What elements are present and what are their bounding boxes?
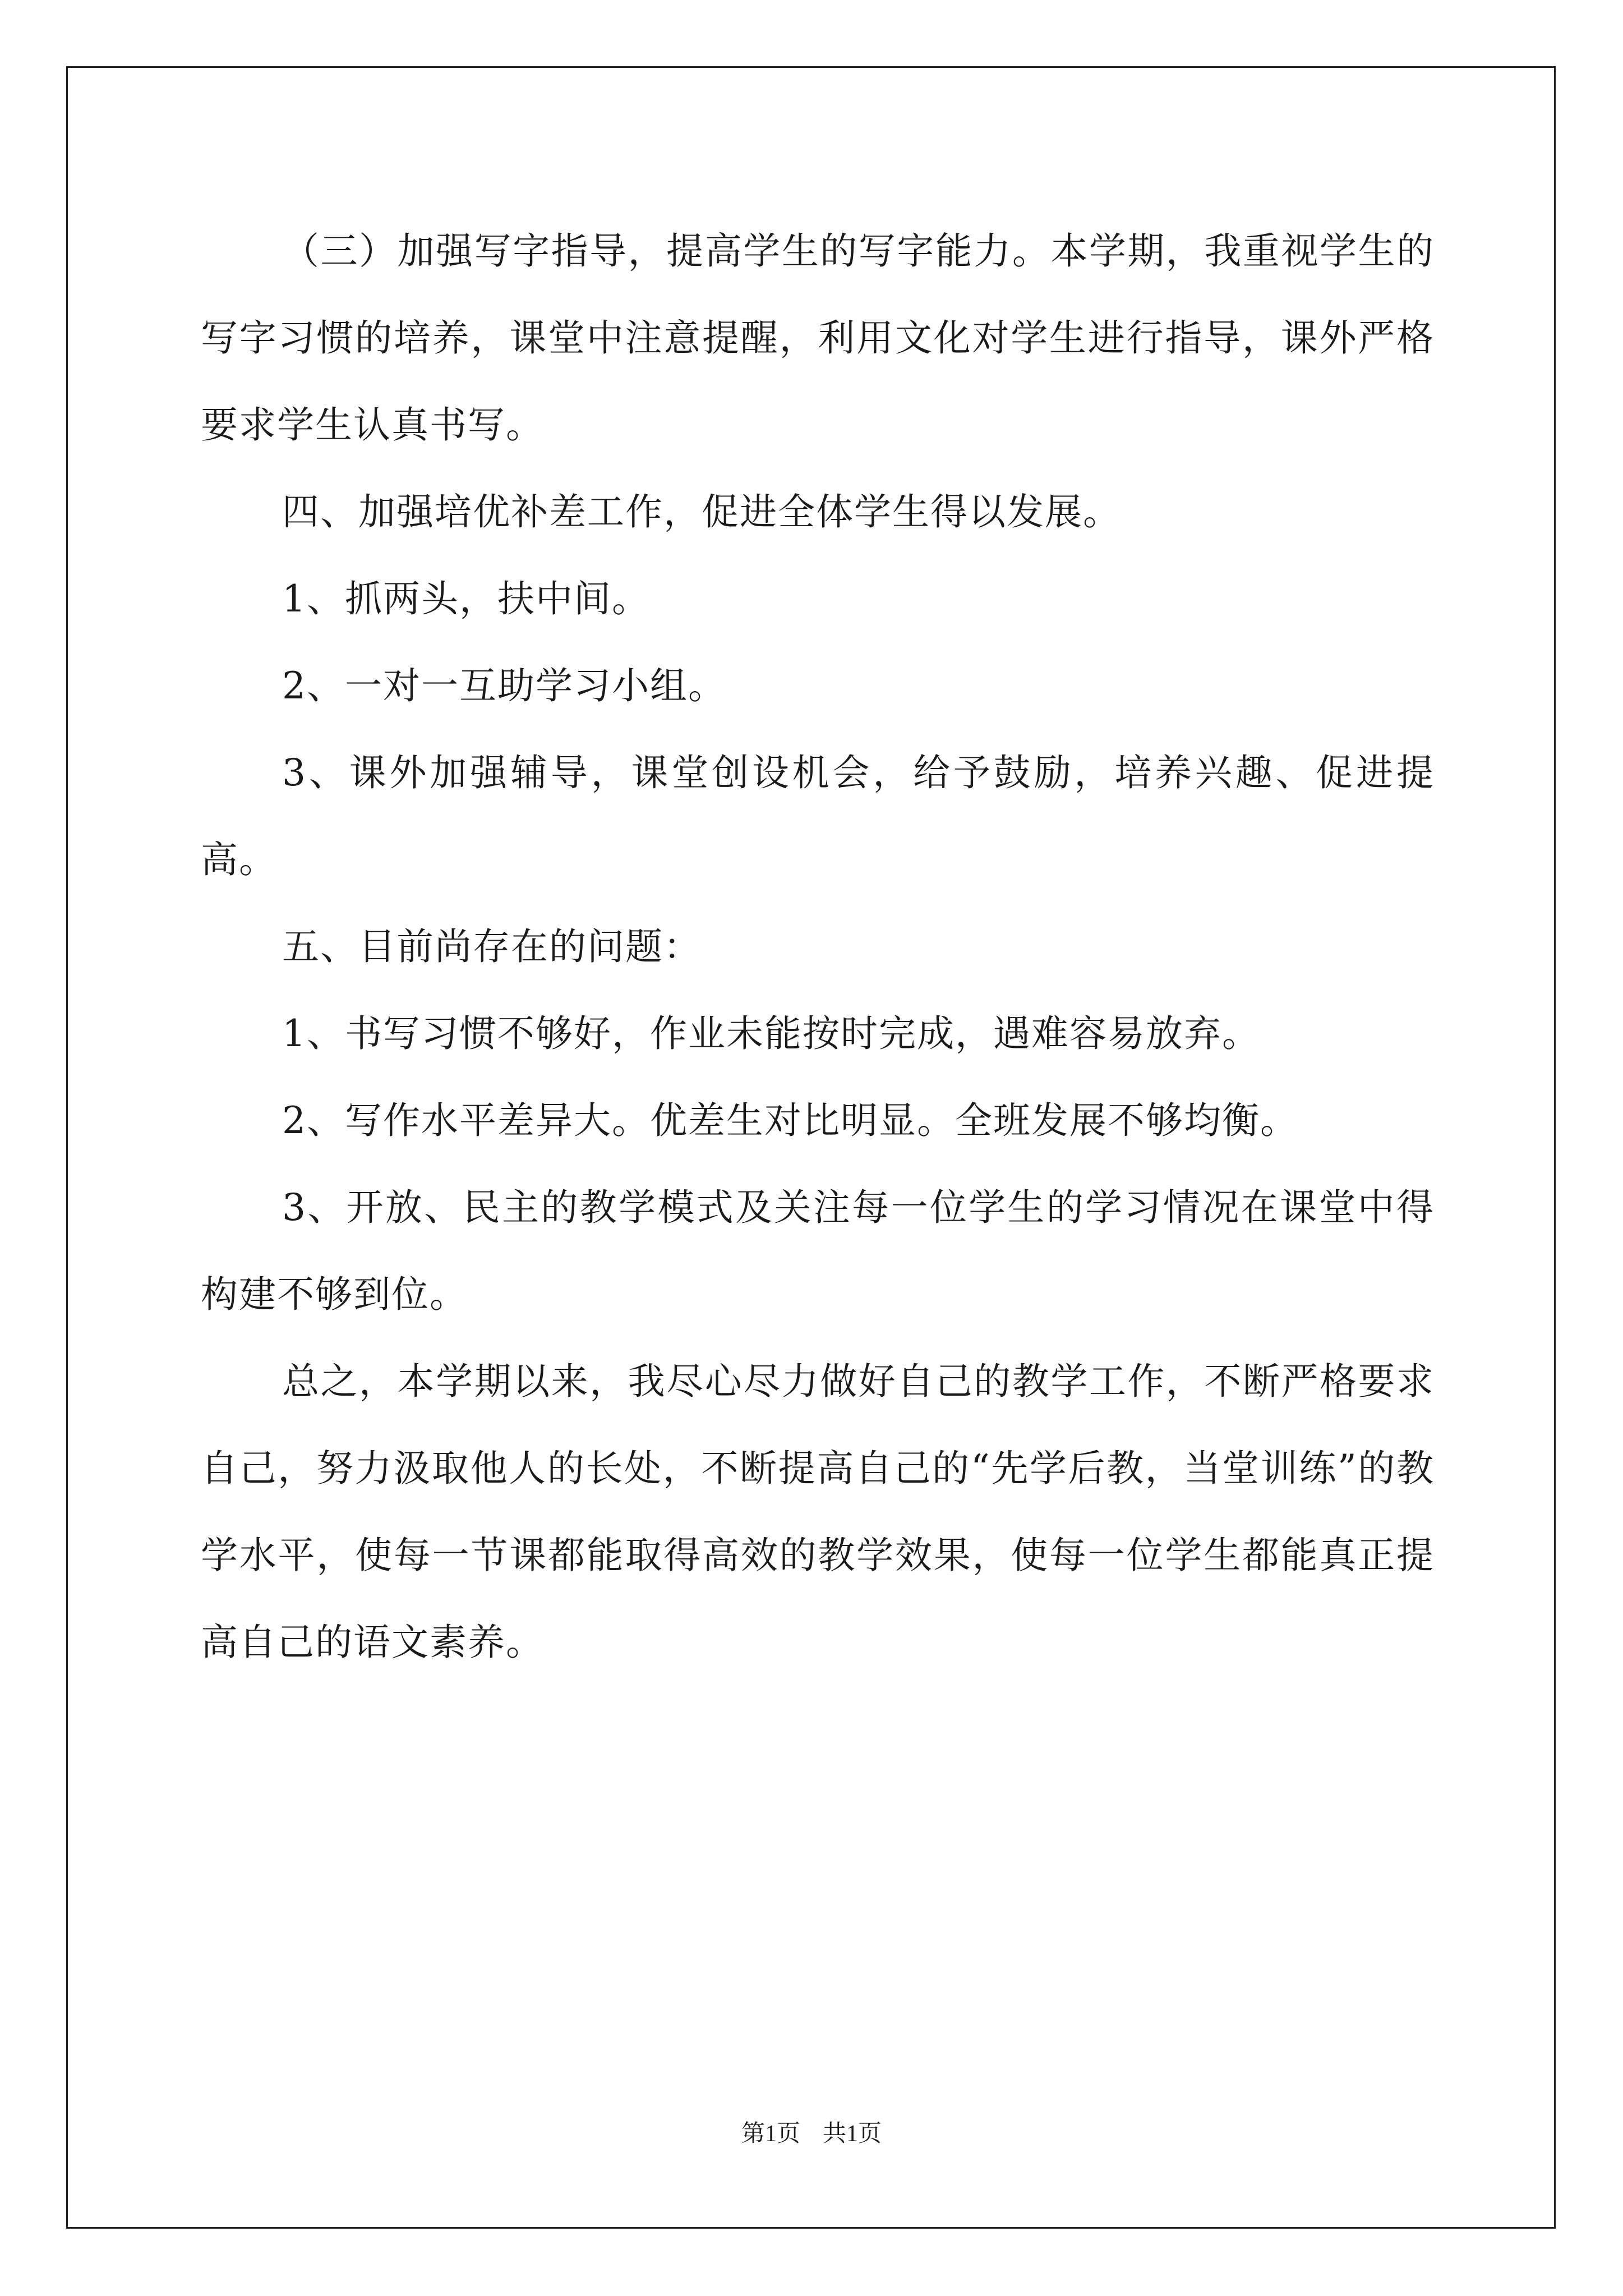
paragraph-section-four-heading: 四、加强培优补差工作，促进全体学生得以发展。 [282, 490, 1121, 533]
document-body [201, 208, 1435, 1686]
paragraph-problem-1: 1、书写习惯不够好，作业未能按时完成，遇难容易放弃。 [282, 1012, 1260, 1055]
paragraph-writing-guidance: （三）加强写字指导，提高学生的写字能力。本学期，我重视学生的写字习惯的培养，课堂中注意提醒，利用文化对学生进行指导，课外严格要求学生认真书写。 [201, 229, 1435, 447]
paragraph-problem-2: 2、写作水平差异大。优差生对比明显。全班发展不够均衡。 [282, 1099, 1298, 1142]
paragraph-problem-3: 3、开放、民主的教学模式及关注每一位学生的学习情况在课堂中得构建不够到位。 [201, 1186, 1435, 1316]
page-footer [0, 2115, 1623, 2148]
paragraph-conclusion: 总之，本学期以来，我尽心尽力做好自己的教学工作，不断严格要求自己，努力汲取他人的长处，不断提高自己的“先学后教，当堂训练”的教学水平，使每一节课都能取得高效的教学效果，使每一位学生都能真正提高自己的语文素养。 [201, 1360, 1435, 1664]
paragraph-item-1: 1、抓两头，扶中间。 [282, 577, 650, 620]
paragraph-item-2: 2、一对一互助学习小组。 [282, 664, 726, 707]
paragraph-item-3: 3、课外加强辅导，课堂创设机会，给予鼓励，培养兴趣、促进提高。 [201, 751, 1435, 881]
paragraph-section-five-heading: 五、目前尚存在的问题： [282, 925, 702, 968]
page-number-current: 第1页 [741, 2121, 800, 2147]
page-number-total: 共1页 [823, 2121, 882, 2147]
